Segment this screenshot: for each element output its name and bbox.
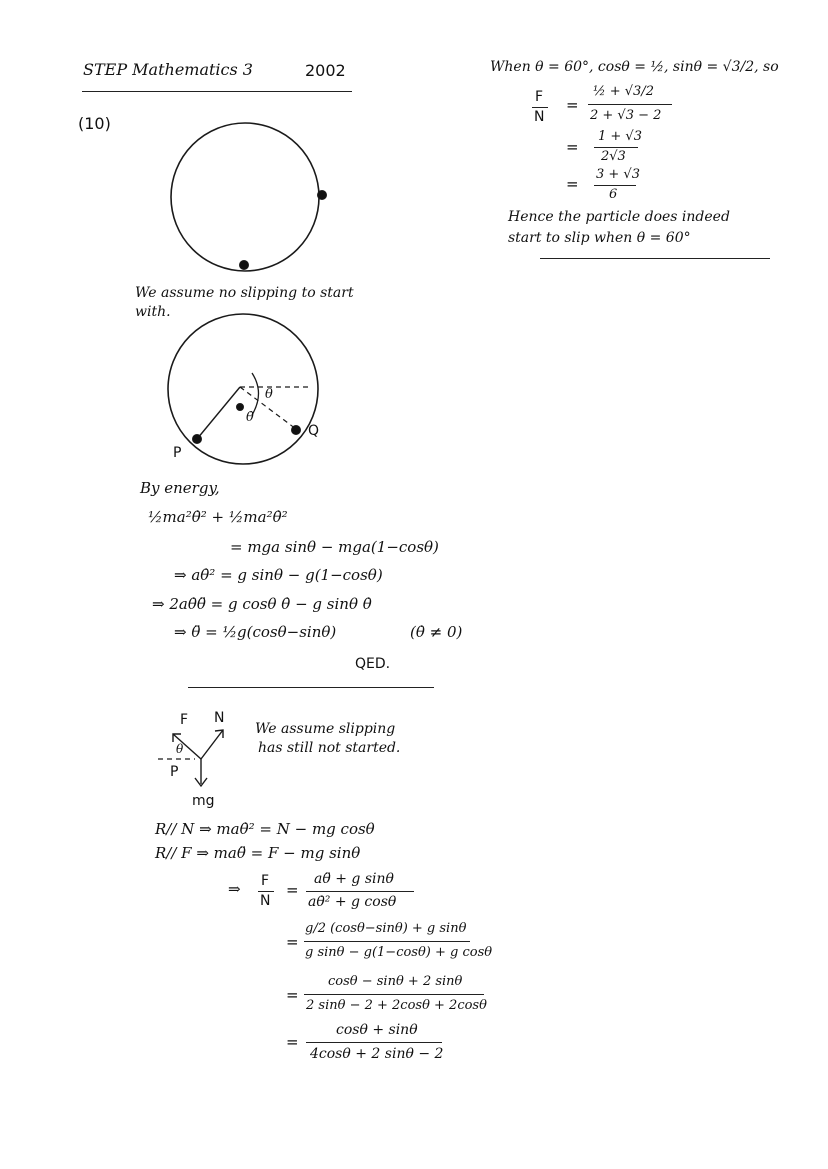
ratio-n: N xyxy=(260,893,271,909)
implies-symbol: ⇒ xyxy=(228,880,241,898)
force-n-arrow xyxy=(201,730,223,759)
frac2-numerator: 1 + √3 xyxy=(598,129,642,144)
equals-1: = xyxy=(286,881,299,899)
equals-3: = xyxy=(286,986,299,1004)
right-f: F xyxy=(535,89,544,105)
title-underline xyxy=(82,91,352,92)
assume-no-slip-text-2: with. xyxy=(135,304,171,320)
point-q-label: Q xyxy=(308,423,320,439)
frac2-denominator: 2√3 xyxy=(601,149,626,164)
ratio-f: F xyxy=(261,873,270,889)
frac3-numerator: 3 + √3 xyxy=(596,167,640,182)
step2-bar xyxy=(304,941,470,942)
energy-line-2: = mga sinθ − mga(1−cosθ) xyxy=(230,538,439,556)
frac1-numerator: ½ + √3/2 xyxy=(593,84,654,99)
force-theta-label: θ xyxy=(176,742,184,756)
frac3-denominator: 6 xyxy=(609,187,618,202)
radius-p xyxy=(197,387,240,439)
step1-bar xyxy=(306,891,414,892)
right-n: N xyxy=(534,109,545,125)
assume-no-slip-text: We assume no slipping to start xyxy=(135,285,354,301)
step2-denominator: g sinθ − g(1−cosθ) + g cosθ xyxy=(305,945,493,960)
step4-numerator: cosθ + sinθ xyxy=(336,1022,418,1038)
step2-numerator: g/2 (cosθ−sinθ) + g sinθ xyxy=(305,921,467,936)
frac1-denominator: 2 + √3 − 2 xyxy=(590,108,662,123)
step4-bar xyxy=(306,1042,442,1043)
equals-4: = xyxy=(286,1033,299,1051)
frac2-bar xyxy=(594,147,638,148)
when-theta-line: When θ = 60°, cosθ = ½, sinθ = √3/2, so xyxy=(490,59,779,75)
force-mg-label: mg xyxy=(192,793,215,809)
energy-line-3: ⇒ aθ̇² = g sinθ − g(1−cosθ) xyxy=(174,566,383,584)
resolve-line-n: R// N ⇒ maθ̇² = N − mg cosθ xyxy=(155,820,375,838)
angle-arc xyxy=(252,373,259,415)
point-p-label: P xyxy=(173,445,182,461)
step4-denominator: 4cosθ + 2 sinθ − 2 xyxy=(310,1046,444,1062)
energy-line-5: ⇒ θ̈ = ½g(cosθ−sinθ) xyxy=(174,623,337,641)
qed-text: QED. xyxy=(355,656,391,672)
energy-condition: (θ̇ ≠ 0) xyxy=(410,623,463,641)
question-number: (10) xyxy=(78,114,111,133)
step1-denominator: aθ̇² + g cosθ xyxy=(308,894,397,910)
resolve-line-f: R// F ⇒ maθ̈ = F − mg sinθ xyxy=(155,844,361,862)
theta-dot-label: θ̇ xyxy=(246,410,254,425)
step3-numerator: cosθ − sinθ + 2 sinθ xyxy=(328,974,463,989)
circle-diagram-2 xyxy=(160,325,340,470)
step3-bar xyxy=(304,994,484,995)
right-equals-1: = xyxy=(566,96,579,114)
force-n-label: N xyxy=(214,710,225,726)
ratio-bar xyxy=(258,891,274,892)
conclusion-text: Hence the particle does indeed xyxy=(508,209,730,225)
assume-slip-text: We assume slipping xyxy=(255,721,396,737)
by-energy-text: By energy, xyxy=(140,479,220,497)
equals-2: = xyxy=(286,933,299,951)
particle-p xyxy=(193,435,202,444)
exam-year: 2002 xyxy=(305,61,346,80)
conclusion-underline xyxy=(540,258,770,259)
theta-label: θ xyxy=(265,387,273,402)
page-title: STEP Mathematics 3 xyxy=(83,60,253,79)
conclusion-text-2: start to slip when θ = 60° xyxy=(508,230,691,246)
right-equals-3: = xyxy=(566,175,579,193)
energy-line-4: ⇒ 2aθ̇θ̈ = g cosθ θ̇ − g sinθ θ̇ xyxy=(152,595,372,613)
particle-side xyxy=(318,191,327,200)
frac3-bar xyxy=(594,185,636,186)
right-equals-2: = xyxy=(566,138,579,156)
step3-denominator: 2 sinθ − 2 + 2cosθ + 2cosθ xyxy=(306,998,487,1013)
force-diagram xyxy=(155,712,255,792)
energy-line-1: ½ma²θ̇² + ½ma²θ̇² xyxy=(148,508,288,526)
right-fn-bar xyxy=(532,107,548,108)
assume-slip-text-2: has still not started. xyxy=(258,740,401,756)
particle-q xyxy=(292,426,301,435)
force-p-label: P xyxy=(170,764,179,780)
step1-numerator: aθ̈ + g sinθ xyxy=(314,871,394,887)
force-f-label: F xyxy=(180,712,189,728)
circle-diagram-1 xyxy=(160,120,340,280)
centre-dot xyxy=(237,404,244,411)
section-divider xyxy=(188,687,434,688)
circle-outline xyxy=(171,123,319,271)
particle-bottom xyxy=(240,261,249,270)
frac1-bar xyxy=(588,104,672,105)
